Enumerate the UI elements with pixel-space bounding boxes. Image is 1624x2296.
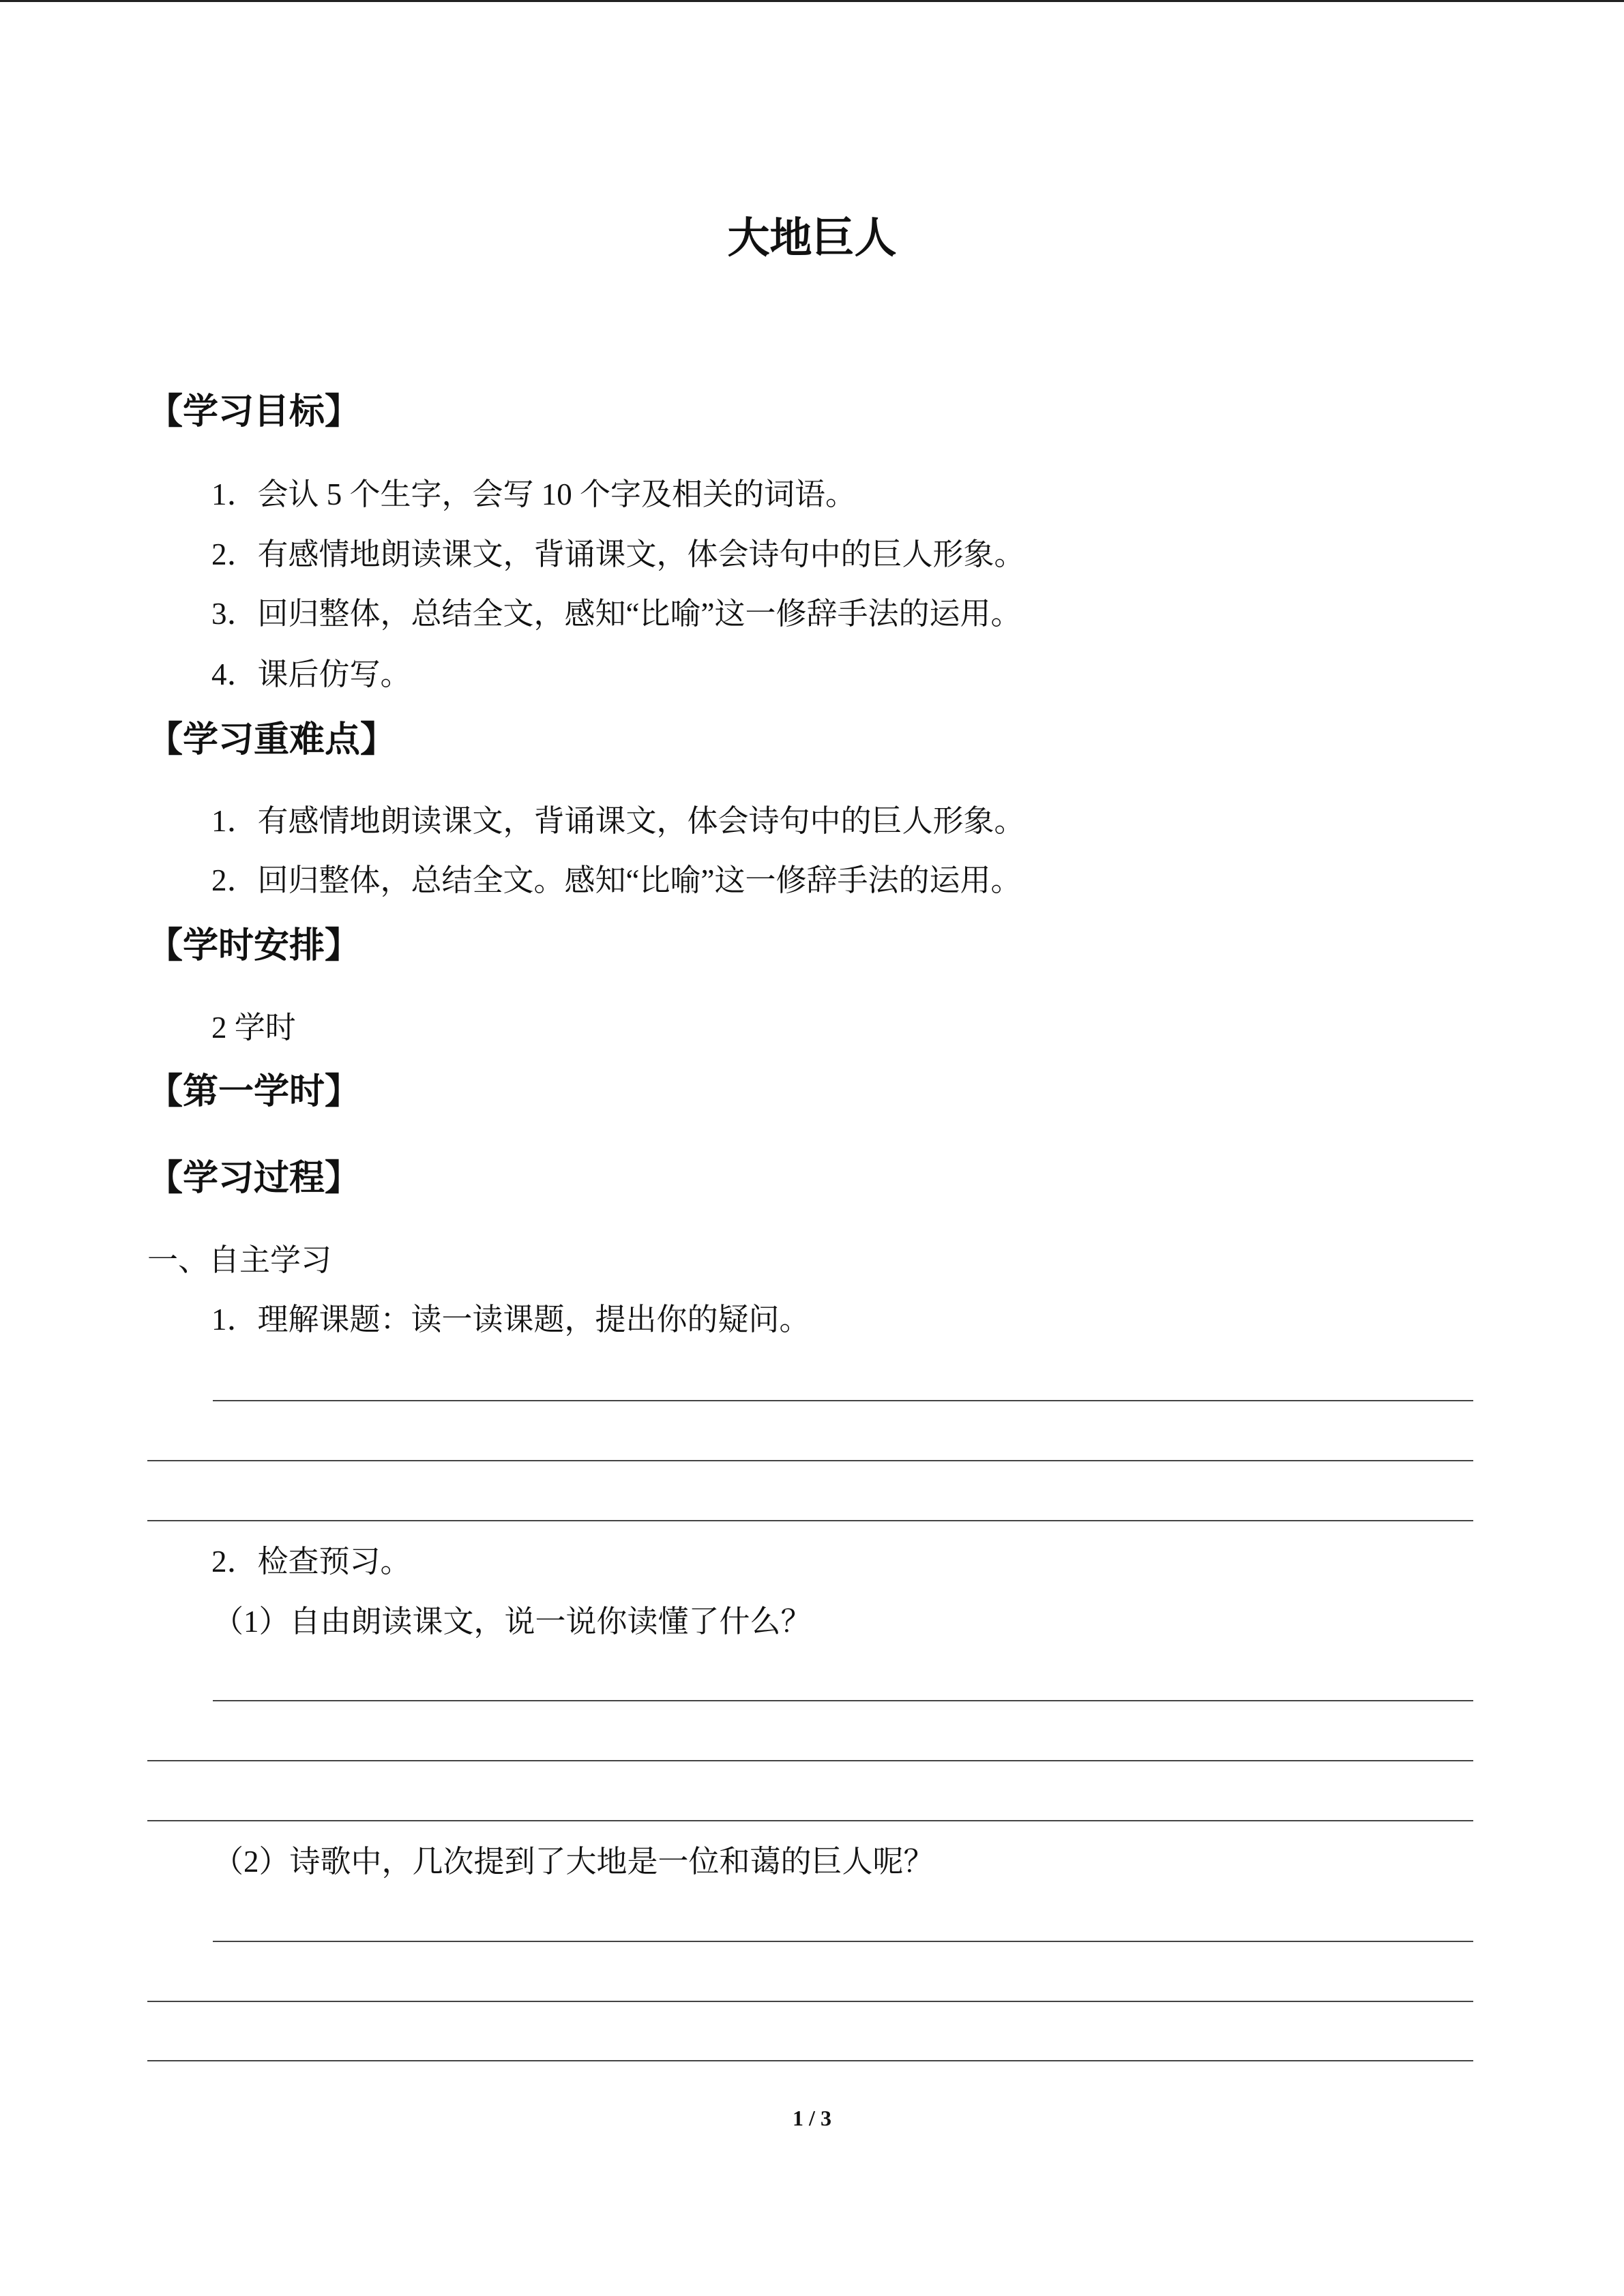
question-2: 2．检查预习。: [211, 1545, 411, 1579]
answer-line: [147, 1520, 1473, 1521]
answer-line: [213, 1400, 1473, 1401]
heading-key-points: 【学习重难点】: [147, 719, 396, 760]
key-point-item-1: 1．有感情地朗读课文，背诵课文，体会诗句中的巨人形象。: [211, 804, 1025, 838]
goal-item-1: 1．会认 5 个生字，会写 10 个字及相关的词语。: [211, 477, 857, 511]
answer-line: [147, 1760, 1473, 1761]
answer-line: [213, 1941, 1473, 1942]
page-top-border: [0, 0, 1624, 2]
page-number: 1 / 3: [793, 2106, 831, 2130]
answer-line: [213, 1700, 1473, 1701]
question-1: 1．理解课题：读一读课题，提出你的疑问。: [211, 1302, 810, 1337]
answer-line: [147, 2060, 1473, 2061]
part-self-study: 一、自主学习: [147, 1243, 332, 1277]
key-point-item-2: 2．回归整体，总结全文。感知“比喻”这一修辞手法的运用。: [211, 863, 1022, 897]
answer-line: [147, 1460, 1473, 1461]
heading-learning-process: 【学习过程】: [147, 1158, 361, 1199]
answer-line: [147, 2001, 1473, 2002]
question-2-2: （2）诗歌中，几次提到了大地是一位和蔼的巨人呢？: [213, 1845, 934, 1879]
heading-learning-goals: 【学习目标】: [147, 391, 361, 432]
goal-item-3: 3．回归整体，总结全文，感知“比喻”这一修辞手法的运用。: [211, 597, 1022, 631]
goal-item-4: 4．课后仿写。: [211, 657, 411, 691]
goal-item-2: 2．有感情地朗读课文，背诵课文，体会诗句中的巨人形象。: [211, 537, 1025, 571]
document-title: 大地巨人: [727, 213, 897, 263]
question-2-1: （1）自由朗读课文，说一说你读懂了什么？: [213, 1605, 812, 1639]
heading-first-period: 【第一学时】: [147, 1071, 361, 1112]
heading-schedule: 【学时安排】: [147, 925, 361, 966]
schedule-value: 2 学时: [211, 1011, 296, 1045]
answer-line: [147, 1820, 1473, 1821]
